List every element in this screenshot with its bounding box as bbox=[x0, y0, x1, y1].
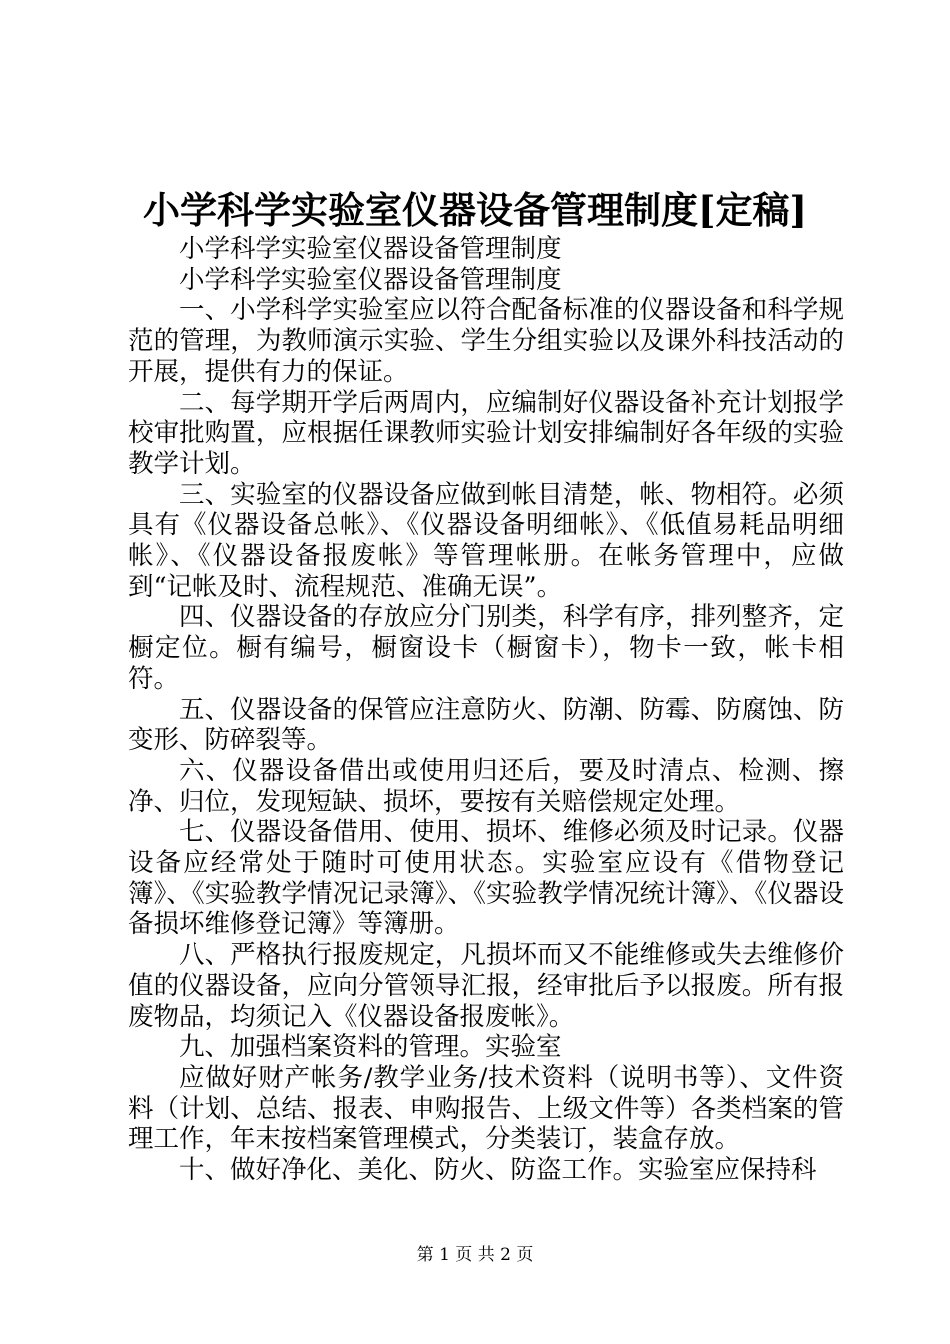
page-number-footer: 第 1 页 共 2 页 bbox=[416, 1245, 534, 1265]
paragraph: 二、每学期开学后两周内，应编制好仪器设备补充计划报学校审批购置，应根据任课教师实验计划安排编制好各年级的实验教学计划。 bbox=[128, 387, 844, 479]
paragraph: 四、仪器设备的存放应分门别类，科学有序，排列整齐，定橱定位。橱有编号，橱窗设卡（橱窗卡），物卡一致，帐卡相符。 bbox=[128, 602, 844, 694]
paragraph: 应做好财产帐务/教学业务/技术资料（说明书等）、文件资料（计划、总结、报表、申购报告、上级文件等）各类档案的管理工作，年末按档案管理模式，分类装订，装盒存放。 bbox=[128, 1062, 844, 1155]
paragraph: 小学科学实验室仪器设备管理制度 bbox=[179, 264, 562, 295]
document-body bbox=[128, 234, 844, 1186]
paragraph: 八、严格执行报废规定，凡损坏而又不能维修或失去维修价值的仪器设备，应向分管领导汇报，经审批后予以报废。所有报废物品，均须记入《仪器设备报废帐》。 bbox=[128, 940, 844, 1032]
paragraph: 五、仪器设备的保管应注意防火、防潮、防霉、防腐蚀、防变形、防碎裂等。 bbox=[128, 694, 844, 756]
paragraph: 七、仪器设备借用、使用、损坏、维修必须及时记录。仪器设备应经常处于随时可使用状态。实验室应设有《借物登记簿》、《实验教学情况记录簿》、《实验教学情况统计簿》、《仪器设备损坏维修登记簿》等簿册。 bbox=[128, 817, 844, 940]
paragraph: 十、做好净化、美化、防火、防盗工作。实验室应保持科 bbox=[179, 1155, 817, 1186]
document-title: 小学科学实验室仪器设备管理制度[定稿] bbox=[142, 188, 807, 232]
paragraph: 三、实验室的仪器设备应做到帐目清楚，帐、物相符。必须具有《仪器设备总帐》、《仪器设备明细帐》、《低值易耗品明细帐》、《仪器设备报废帐》等管理帐册。在帐务管理中，应做到“记帐及时、流程规范、准确无误”。 bbox=[128, 479, 844, 602]
paragraph: 小学科学实验室仪器设备管理制度 bbox=[179, 234, 562, 264]
paragraph: 一、小学科学实验室应以符合配备标准的仪器设备和科学规范的管理，为教师演示实验、学生分组实验以及课外科技活动的开展，提供有力的保证。 bbox=[128, 295, 844, 387]
paragraph: 六、仪器设备借出或使用归还后，要及时清点、检测、擦净、归位，发现短缺、损坏，要按有关赔偿规定处理。 bbox=[128, 755, 844, 817]
paragraph: 九、加强档案资料的管理。实验室 bbox=[179, 1032, 562, 1063]
